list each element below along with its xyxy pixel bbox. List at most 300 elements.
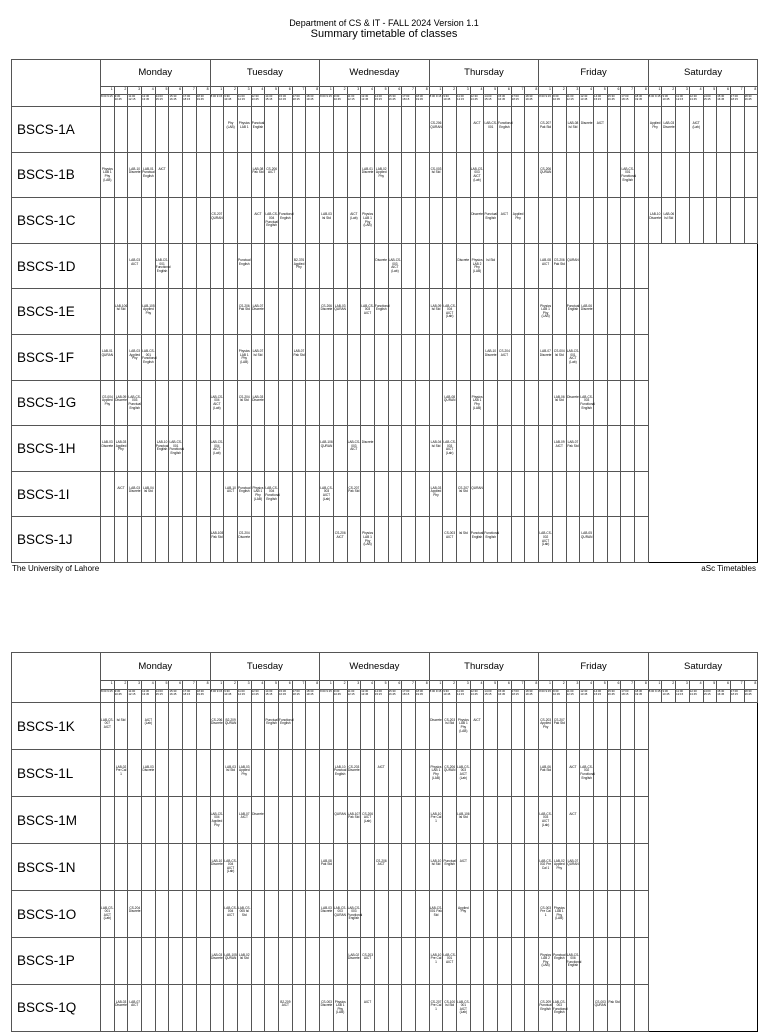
timetable-cell[interactable] [552, 243, 566, 289]
timetable-cell[interactable] [210, 797, 224, 844]
timetable-cell[interactable] [210, 984, 224, 1031]
timetable-cell[interactable] [292, 426, 306, 472]
timetable-cell[interactable] [457, 152, 471, 198]
timetable-cell[interactable] [114, 937, 128, 984]
timetable-cell[interactable] [210, 380, 224, 426]
timetable-cell[interactable] [621, 152, 635, 198]
timetable-cell[interactable] [429, 380, 443, 426]
timetable-cell[interactable] [279, 426, 293, 472]
timetable-cell[interactable] [470, 198, 484, 244]
timetable-cell[interactable] [744, 152, 758, 198]
timetable-cell[interactable] [237, 334, 251, 380]
timetable-cell[interactable] [511, 797, 525, 844]
timetable-cell[interactable] [443, 703, 457, 750]
timetable-cell[interactable] [251, 750, 265, 797]
timetable-cell[interactable] [580, 243, 594, 289]
timetable-cell[interactable] [210, 334, 224, 380]
timetable-cell[interactable] [415, 517, 429, 563]
timetable-cell[interactable] [594, 703, 608, 750]
timetable-cell[interactable] [689, 152, 703, 198]
timetable-cell[interactable] [196, 380, 210, 426]
timetable-cell[interactable] [415, 198, 429, 244]
timetable-cell[interactable] [333, 198, 347, 244]
timetable-cell[interactable] [237, 984, 251, 1031]
timetable-cell[interactable] [224, 334, 238, 380]
timetable-cell[interactable] [224, 517, 238, 563]
timetable-cell[interactable] [594, 334, 608, 380]
timetable-cell[interactable] [621, 891, 635, 938]
timetable-cell[interactable] [114, 198, 128, 244]
timetable-cell[interactable] [648, 198, 662, 244]
timetable-cell[interactable] [511, 703, 525, 750]
timetable-cell[interactable] [101, 471, 115, 517]
timetable-cell[interactable] [498, 844, 512, 891]
timetable-cell[interactable] [539, 289, 553, 335]
timetable-cell[interactable] [511, 984, 525, 1031]
timetable-cell[interactable] [415, 703, 429, 750]
timetable-cell[interactable] [635, 844, 649, 891]
timetable-cell[interactable] [566, 703, 580, 750]
timetable-cell[interactable] [580, 984, 594, 1031]
timetable-cell[interactable] [621, 334, 635, 380]
timetable-cell[interactable] [183, 844, 197, 891]
timetable-cell[interactable] [484, 198, 498, 244]
timetable-cell[interactable] [429, 334, 443, 380]
timetable-cell[interactable] [237, 703, 251, 750]
timetable-cell[interactable] [539, 984, 553, 1031]
timetable-cell[interactable] [552, 107, 566, 153]
timetable-cell[interactable] [251, 107, 265, 153]
timetable-cell[interactable] [580, 703, 594, 750]
timetable-cell[interactable] [292, 152, 306, 198]
timetable-cell[interactable] [566, 984, 580, 1031]
timetable-cell[interactable] [388, 289, 402, 335]
timetable-cell[interactable] [607, 471, 621, 517]
timetable-cell[interactable] [183, 380, 197, 426]
timetable-cell[interactable] [388, 426, 402, 472]
timetable-cell[interactable] [128, 797, 142, 844]
timetable-cell[interactable] [730, 198, 744, 244]
timetable-cell[interactable] [361, 198, 375, 244]
timetable-cell[interactable] [552, 984, 566, 1031]
timetable-cell[interactable] [114, 471, 128, 517]
timetable-cell[interactable] [114, 289, 128, 335]
timetable-cell[interactable] [114, 797, 128, 844]
timetable-cell[interactable] [607, 426, 621, 472]
timetable-cell[interactable] [128, 844, 142, 891]
timetable-cell[interactable] [498, 380, 512, 426]
timetable-cell[interactable] [457, 984, 471, 1031]
timetable-cell[interactable] [429, 517, 443, 563]
timetable-cell[interactable] [566, 334, 580, 380]
timetable-cell[interactable] [224, 471, 238, 517]
timetable-cell[interactable] [265, 517, 279, 563]
timetable-cell[interactable] [594, 107, 608, 153]
timetable-cell[interactable] [210, 107, 224, 153]
timetable-cell[interactable] [525, 750, 539, 797]
timetable-cell[interactable] [237, 891, 251, 938]
timetable-cell[interactable] [210, 198, 224, 244]
timetable-cell[interactable] [320, 797, 334, 844]
timetable-cell[interactable] [114, 152, 128, 198]
timetable-cell[interactable] [169, 334, 183, 380]
timetable-cell[interactable] [374, 152, 388, 198]
timetable-cell[interactable] [361, 891, 375, 938]
timetable-cell[interactable] [237, 844, 251, 891]
timetable-cell[interactable] [388, 984, 402, 1031]
timetable-cell[interactable] [279, 703, 293, 750]
timetable-cell[interactable] [402, 471, 416, 517]
timetable-cell[interactable] [306, 797, 320, 844]
timetable-cell[interactable] [347, 750, 361, 797]
timetable-cell[interactable] [566, 797, 580, 844]
timetable-cell[interactable] [470, 471, 484, 517]
timetable-cell[interactable] [484, 517, 498, 563]
timetable-cell[interactable] [142, 844, 156, 891]
timetable-cell[interactable] [621, 471, 635, 517]
timetable-cell[interactable] [320, 891, 334, 938]
timetable-cell[interactable] [155, 750, 169, 797]
timetable-cell[interactable] [415, 152, 429, 198]
timetable-cell[interactable] [169, 289, 183, 335]
timetable-cell[interactable] [361, 703, 375, 750]
timetable-cell[interactable] [511, 891, 525, 938]
timetable-cell[interactable] [333, 426, 347, 472]
timetable-cell[interactable] [388, 334, 402, 380]
timetable-cell[interactable] [196, 152, 210, 198]
timetable-cell[interactable] [470, 243, 484, 289]
timetable-cell[interactable] [443, 380, 457, 426]
timetable-cell[interactable] [279, 334, 293, 380]
timetable-cell[interactable] [539, 797, 553, 844]
timetable-cell[interactable] [415, 334, 429, 380]
timetable-cell[interactable] [128, 937, 142, 984]
timetable-cell[interactable] [265, 152, 279, 198]
timetable-cell[interactable] [388, 517, 402, 563]
timetable-cell[interactable] [374, 426, 388, 472]
timetable-cell[interactable] [635, 380, 649, 426]
timetable-cell[interactable] [237, 198, 251, 244]
timetable-cell[interactable] [717, 107, 731, 153]
timetable-cell[interactable] [251, 891, 265, 938]
timetable-cell[interactable] [265, 471, 279, 517]
timetable-cell[interactable] [457, 380, 471, 426]
timetable-cell[interactable] [402, 289, 416, 335]
timetable-cell[interactable] [539, 937, 553, 984]
timetable-cell[interactable] [457, 426, 471, 472]
timetable-cell[interactable] [552, 380, 566, 426]
timetable-cell[interactable] [320, 289, 334, 335]
timetable-cell[interactable] [470, 517, 484, 563]
timetable-cell[interactable] [320, 471, 334, 517]
timetable-cell[interactable] [374, 891, 388, 938]
timetable-cell[interactable] [635, 107, 649, 153]
timetable-cell[interactable] [306, 334, 320, 380]
timetable-cell[interactable] [498, 703, 512, 750]
timetable-cell[interactable] [498, 289, 512, 335]
timetable-cell[interactable] [511, 471, 525, 517]
timetable-cell[interactable] [580, 471, 594, 517]
timetable-cell[interactable] [635, 426, 649, 472]
timetable-cell[interactable] [292, 107, 306, 153]
timetable-cell[interactable] [374, 517, 388, 563]
timetable-cell[interactable] [306, 844, 320, 891]
timetable-cell[interactable] [374, 937, 388, 984]
timetable-cell[interactable] [333, 380, 347, 426]
timetable-cell[interactable] [333, 984, 347, 1031]
timetable-cell[interactable] [744, 198, 758, 244]
timetable-cell[interactable] [251, 471, 265, 517]
timetable-cell[interactable] [635, 703, 649, 750]
timetable-cell[interactable] [251, 797, 265, 844]
timetable-cell[interactable] [292, 750, 306, 797]
timetable-cell[interactable] [169, 517, 183, 563]
timetable-cell[interactable] [717, 198, 731, 244]
timetable-cell[interactable] [484, 107, 498, 153]
timetable-cell[interactable] [210, 426, 224, 472]
timetable-cell[interactable] [566, 844, 580, 891]
timetable-cell[interactable] [347, 937, 361, 984]
timetable-cell[interactable] [142, 152, 156, 198]
timetable-cell[interactable] [224, 107, 238, 153]
timetable-cell[interactable] [101, 289, 115, 335]
timetable-cell[interactable] [265, 750, 279, 797]
timetable-cell[interactable] [196, 984, 210, 1031]
timetable-cell[interactable] [183, 289, 197, 335]
timetable-cell[interactable] [251, 844, 265, 891]
timetable-cell[interactable] [415, 426, 429, 472]
timetable-cell[interactable] [484, 380, 498, 426]
timetable-cell[interactable] [388, 198, 402, 244]
timetable-cell[interactable] [484, 426, 498, 472]
timetable-cell[interactable] [196, 471, 210, 517]
timetable-cell[interactable] [648, 107, 662, 153]
timetable-cell[interactable] [635, 243, 649, 289]
timetable-cell[interactable] [128, 198, 142, 244]
timetable-cell[interactable] [429, 797, 443, 844]
timetable-cell[interactable] [183, 797, 197, 844]
timetable-cell[interactable] [306, 243, 320, 289]
timetable-cell[interactable] [457, 844, 471, 891]
timetable-cell[interactable] [594, 797, 608, 844]
timetable-cell[interactable] [607, 380, 621, 426]
timetable-cell[interactable] [320, 152, 334, 198]
timetable-cell[interactable] [101, 152, 115, 198]
timetable-cell[interactable] [525, 797, 539, 844]
timetable-cell[interactable] [279, 844, 293, 891]
timetable-cell[interactable] [265, 380, 279, 426]
timetable-cell[interactable] [196, 703, 210, 750]
timetable-cell[interactable] [155, 198, 169, 244]
timetable-cell[interactable] [470, 750, 484, 797]
timetable-cell[interactable] [607, 107, 621, 153]
timetable-cell[interactable] [443, 471, 457, 517]
timetable-cell[interactable] [374, 984, 388, 1031]
timetable-cell[interactable] [374, 844, 388, 891]
timetable-cell[interactable] [621, 517, 635, 563]
timetable-cell[interactable] [183, 152, 197, 198]
timetable-cell[interactable] [607, 984, 621, 1031]
timetable-cell[interactable] [388, 703, 402, 750]
timetable-cell[interactable] [457, 471, 471, 517]
timetable-cell[interactable] [306, 984, 320, 1031]
timetable-cell[interactable] [183, 937, 197, 984]
timetable-cell[interactable] [635, 750, 649, 797]
timetable-cell[interactable] [374, 334, 388, 380]
timetable-cell[interactable] [498, 107, 512, 153]
timetable-cell[interactable] [169, 471, 183, 517]
timetable-cell[interactable] [525, 844, 539, 891]
timetable-cell[interactable] [470, 797, 484, 844]
timetable-cell[interactable] [196, 517, 210, 563]
timetable-cell[interactable] [443, 797, 457, 844]
timetable-cell[interactable] [539, 703, 553, 750]
timetable-cell[interactable] [443, 198, 457, 244]
timetable-cell[interactable] [607, 844, 621, 891]
timetable-cell[interactable] [142, 471, 156, 517]
timetable-cell[interactable] [224, 198, 238, 244]
timetable-cell[interactable] [101, 937, 115, 984]
timetable-cell[interactable] [374, 797, 388, 844]
timetable-cell[interactable] [566, 517, 580, 563]
timetable-cell[interactable] [552, 471, 566, 517]
timetable-cell[interactable] [415, 844, 429, 891]
timetable-cell[interactable] [607, 243, 621, 289]
timetable-cell[interactable] [320, 243, 334, 289]
timetable-cell[interactable] [594, 198, 608, 244]
timetable-cell[interactable] [525, 380, 539, 426]
timetable-cell[interactable] [511, 334, 525, 380]
timetable-cell[interactable] [388, 750, 402, 797]
timetable-cell[interactable] [347, 517, 361, 563]
timetable-cell[interactable] [279, 517, 293, 563]
timetable-cell[interactable] [443, 243, 457, 289]
timetable-cell[interactable] [224, 152, 238, 198]
timetable-cell[interactable] [457, 703, 471, 750]
timetable-cell[interactable] [347, 152, 361, 198]
timetable-cell[interactable] [265, 703, 279, 750]
timetable-cell[interactable] [484, 891, 498, 938]
timetable-cell[interactable] [621, 937, 635, 984]
timetable-cell[interactable] [607, 334, 621, 380]
timetable-cell[interactable] [237, 289, 251, 335]
timetable-cell[interactable] [333, 844, 347, 891]
timetable-cell[interactable] [525, 937, 539, 984]
timetable-cell[interactable] [320, 107, 334, 153]
timetable-cell[interactable] [169, 937, 183, 984]
timetable-cell[interactable] [525, 334, 539, 380]
timetable-cell[interactable] [306, 517, 320, 563]
timetable-cell[interactable] [361, 471, 375, 517]
timetable-cell[interactable] [169, 797, 183, 844]
timetable-cell[interactable] [415, 289, 429, 335]
timetable-cell[interactable] [566, 107, 580, 153]
timetable-cell[interactable] [594, 243, 608, 289]
timetable-cell[interactable] [155, 334, 169, 380]
timetable-cell[interactable] [388, 797, 402, 844]
timetable-cell[interactable] [320, 380, 334, 426]
timetable-cell[interactable] [402, 937, 416, 984]
timetable-cell[interactable] [333, 152, 347, 198]
timetable-cell[interactable] [224, 937, 238, 984]
timetable-cell[interactable] [443, 426, 457, 472]
timetable-cell[interactable] [635, 334, 649, 380]
timetable-cell[interactable] [607, 797, 621, 844]
timetable-cell[interactable] [347, 334, 361, 380]
timetable-cell[interactable] [470, 380, 484, 426]
timetable-cell[interactable] [511, 380, 525, 426]
timetable-cell[interactable] [265, 198, 279, 244]
timetable-cell[interactable] [552, 289, 566, 335]
timetable-cell[interactable] [607, 891, 621, 938]
timetable-cell[interactable] [128, 243, 142, 289]
timetable-cell[interactable] [155, 703, 169, 750]
timetable-cell[interactable] [374, 107, 388, 153]
timetable-cell[interactable] [183, 891, 197, 938]
timetable-cell[interactable] [183, 107, 197, 153]
timetable-cell[interactable] [183, 198, 197, 244]
timetable-cell[interactable] [347, 243, 361, 289]
timetable-cell[interactable] [265, 243, 279, 289]
timetable-cell[interactable] [635, 289, 649, 335]
timetable-cell[interactable] [580, 380, 594, 426]
timetable-cell[interactable] [539, 198, 553, 244]
timetable-cell[interactable] [320, 334, 334, 380]
timetable-cell[interactable] [333, 289, 347, 335]
timetable-cell[interactable] [196, 334, 210, 380]
timetable-cell[interactable] [183, 243, 197, 289]
timetable-cell[interactable] [415, 984, 429, 1031]
timetable-cell[interactable] [333, 334, 347, 380]
timetable-cell[interactable] [594, 152, 608, 198]
timetable-cell[interactable] [580, 107, 594, 153]
timetable-cell[interactable] [457, 797, 471, 844]
timetable-cell[interactable] [402, 380, 416, 426]
timetable-cell[interactable] [402, 797, 416, 844]
timetable-cell[interactable] [361, 334, 375, 380]
timetable-cell[interactable] [142, 937, 156, 984]
timetable-cell[interactable] [128, 426, 142, 472]
timetable-cell[interactable] [237, 517, 251, 563]
timetable-cell[interactable] [155, 984, 169, 1031]
timetable-cell[interactable] [361, 152, 375, 198]
timetable-cell[interactable] [566, 198, 580, 244]
timetable-cell[interactable] [101, 426, 115, 472]
timetable-cell[interactable] [237, 107, 251, 153]
timetable-cell[interactable] [525, 289, 539, 335]
timetable-cell[interactable] [361, 380, 375, 426]
timetable-cell[interactable] [580, 198, 594, 244]
timetable-cell[interactable] [155, 289, 169, 335]
timetable-cell[interactable] [265, 937, 279, 984]
timetable-cell[interactable] [361, 984, 375, 1031]
timetable-cell[interactable] [114, 844, 128, 891]
timetable-cell[interactable] [594, 289, 608, 335]
timetable-cell[interactable] [292, 984, 306, 1031]
timetable-cell[interactable] [730, 152, 744, 198]
timetable-cell[interactable] [361, 517, 375, 563]
timetable-cell[interactable] [292, 937, 306, 984]
timetable-cell[interactable] [155, 844, 169, 891]
timetable-cell[interactable] [292, 797, 306, 844]
timetable-cell[interactable] [552, 703, 566, 750]
timetable-cell[interactable] [292, 703, 306, 750]
timetable-cell[interactable] [374, 471, 388, 517]
timetable-cell[interactable] [251, 380, 265, 426]
timetable-cell[interactable] [128, 891, 142, 938]
timetable-cell[interactable] [101, 380, 115, 426]
timetable-cell[interactable] [525, 198, 539, 244]
